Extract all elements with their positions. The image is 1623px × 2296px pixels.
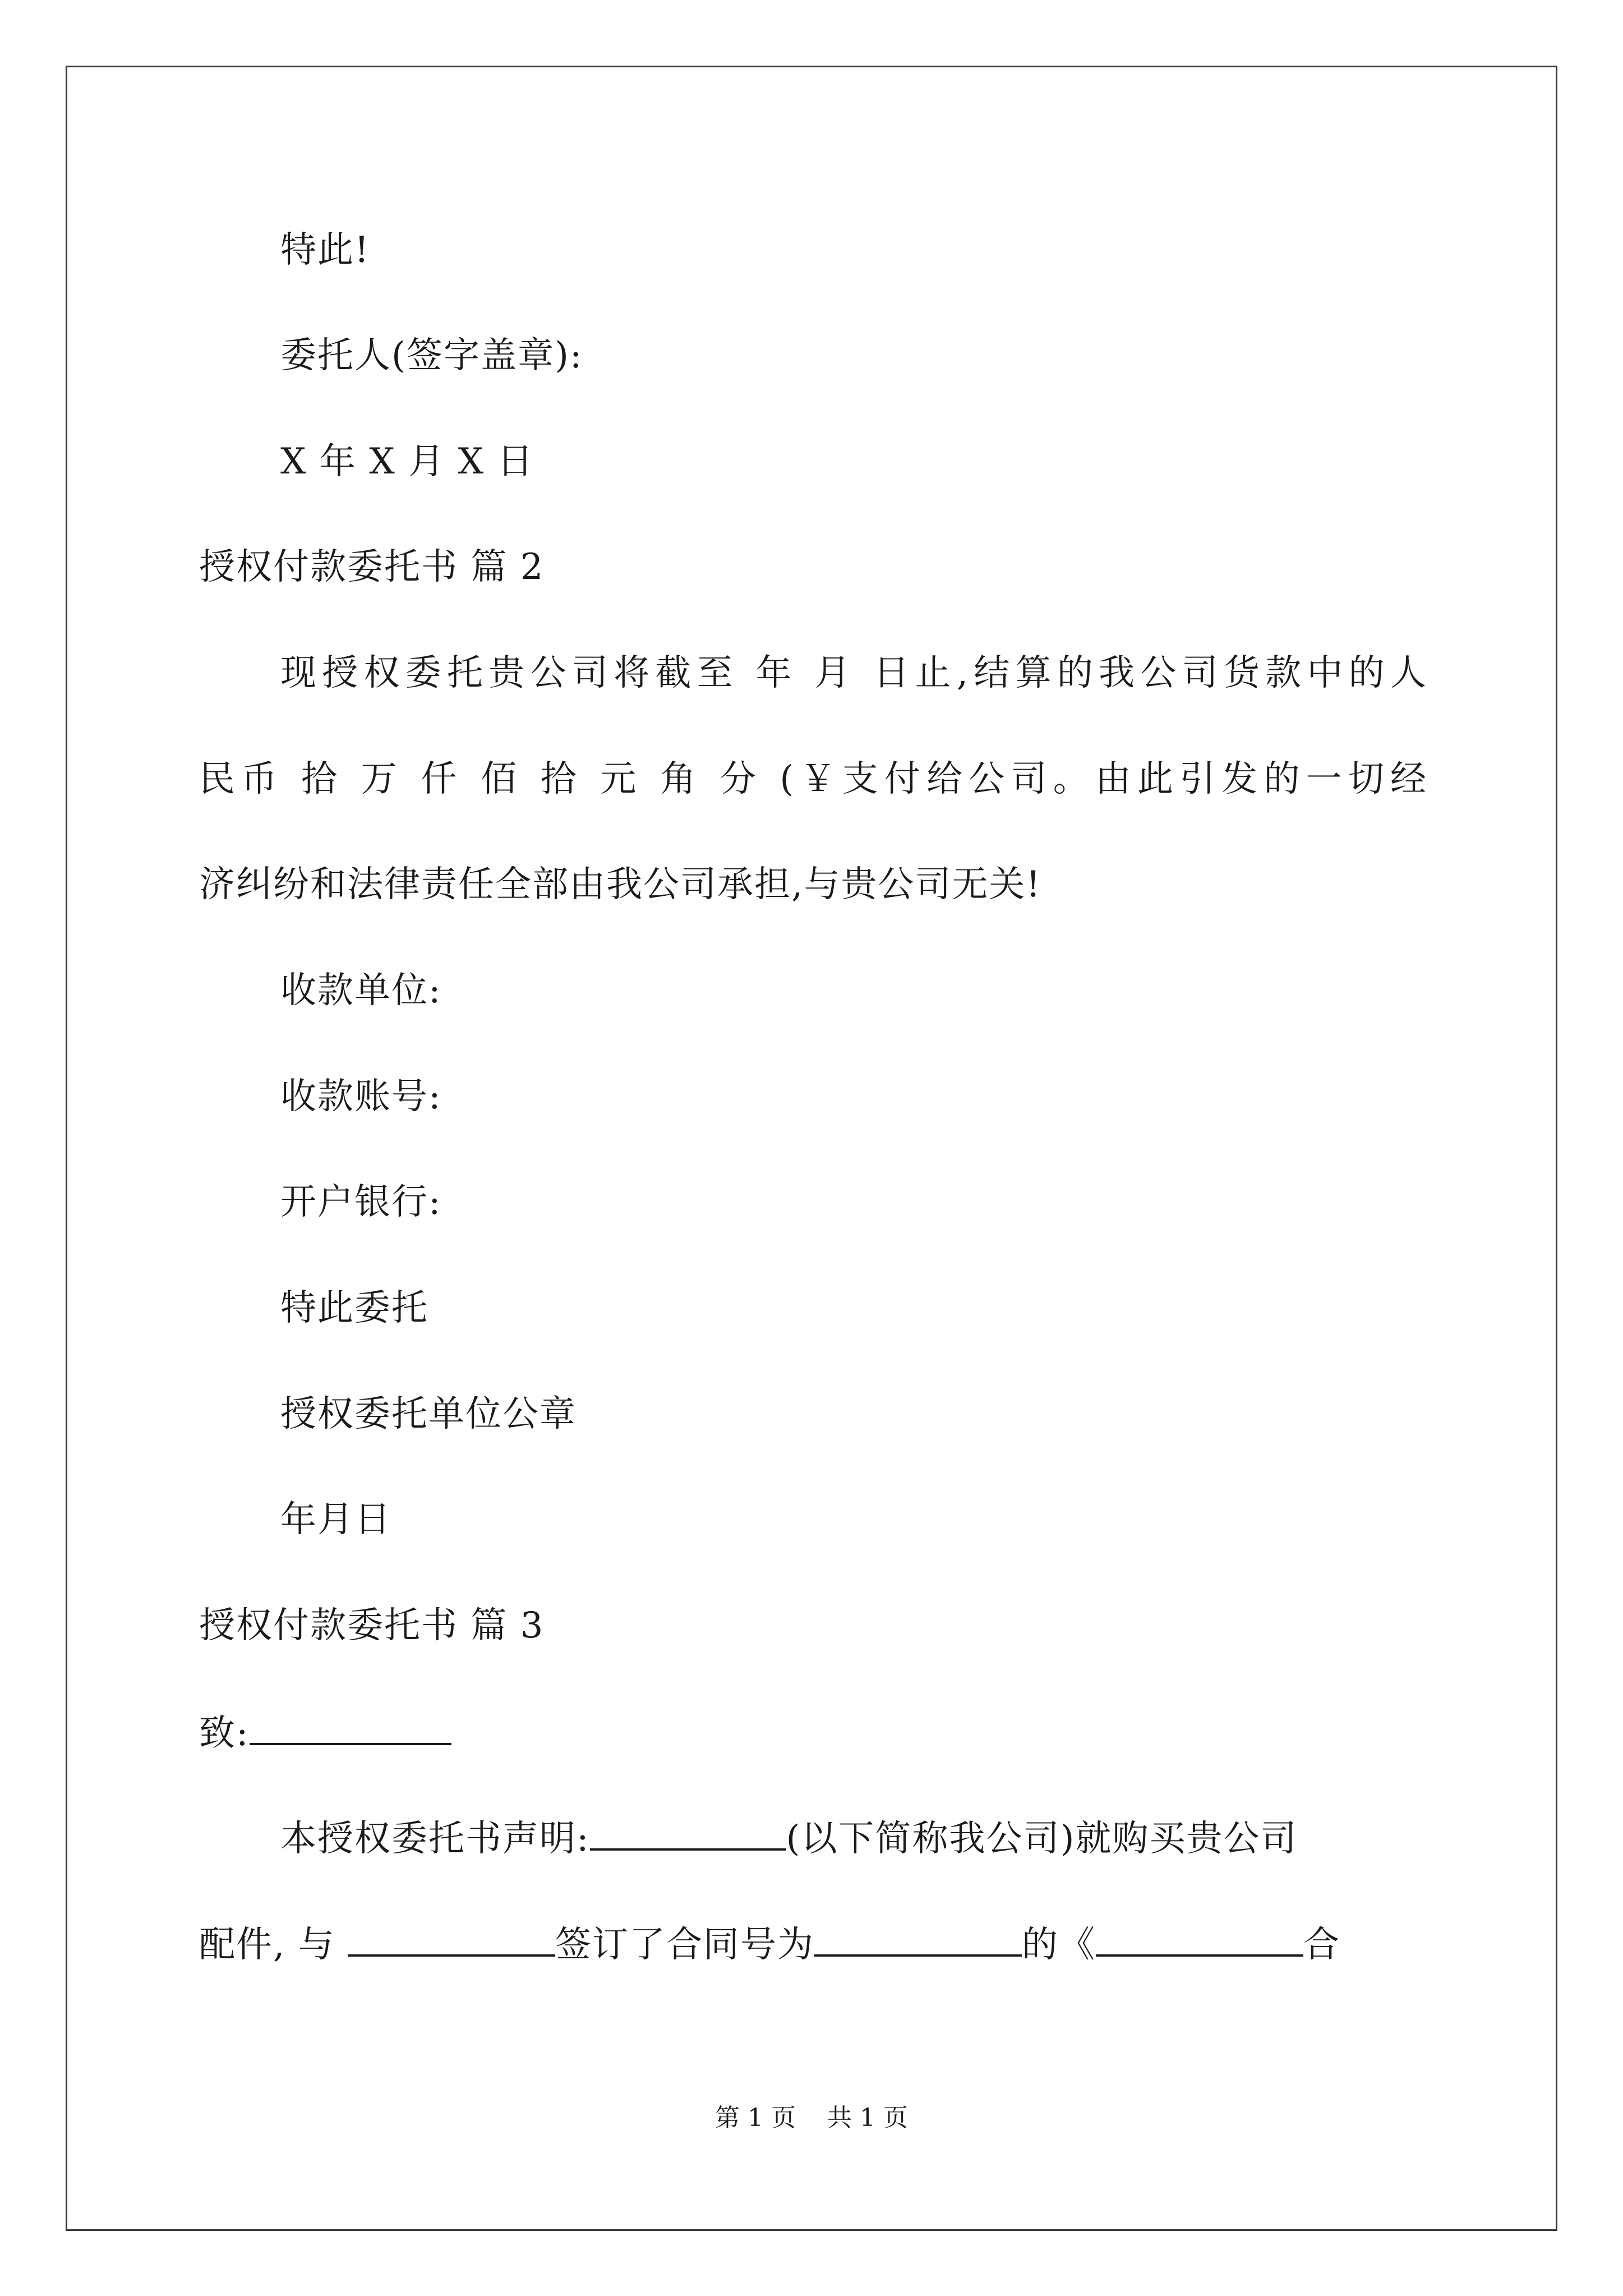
blank-field [590,1815,786,1851]
closing-line: 特此委托 [280,1287,428,1329]
page-footer: 第 1 页 共 1 页 [715,2104,908,2132]
blank-field [250,1709,451,1745]
paragraph-text: 签订了合同号为 [555,1924,815,1966]
date-line: X 年 X 月 X 日 [280,441,534,482]
paragraph-text: 合 [1303,1924,1341,1966]
bank-label: 开户银行: [280,1181,442,1223]
date-line: 年月日 [280,1499,391,1540]
paragraph-line: 民币 拾 万 仟 佰 拾 元 角 分 (￥支付给公司。由此引发的一切经 [199,758,1427,800]
paragraph-text: 配件, 与 [199,1924,348,1966]
paragraph-line: 现授权委托贵公司将截至 年 月 日止,结算的我公司货款中的人 [280,652,1427,694]
blank-field [348,1921,555,1957]
payee-label: 收款单位: [280,970,442,1011]
addressee-label: 致: [199,1713,250,1754]
account-label: 收款账号: [280,1076,442,1117]
paragraph-text: 本授权委托书声明: [280,1818,590,1860]
page-border [66,66,1557,2231]
paragraph-line [199,1921,1340,1967]
paragraph-line [280,1815,1298,1861]
addressee-line [199,1709,451,1756]
paragraph-text: 的《 [1022,1924,1096,1966]
blank-field [1096,1921,1303,1957]
blank-field [814,1921,1022,1957]
paragraph-line: 济纠纷和法律责任全部由我公司承担,与贵公司无关! [199,864,1042,905]
section-heading-2: 授权付款委托书 篇 2 [199,546,545,588]
seal-line: 授权委托单位公章 [280,1393,577,1435]
paragraph-text: (以下简称我公司)就购买贵公司 [786,1818,1298,1860]
closing-line: 特此! [280,229,370,271]
principal-signature-line: 委托人(签字盖章): [280,335,583,376]
section-heading-3: 授权付款委托书 篇 3 [199,1605,545,1646]
